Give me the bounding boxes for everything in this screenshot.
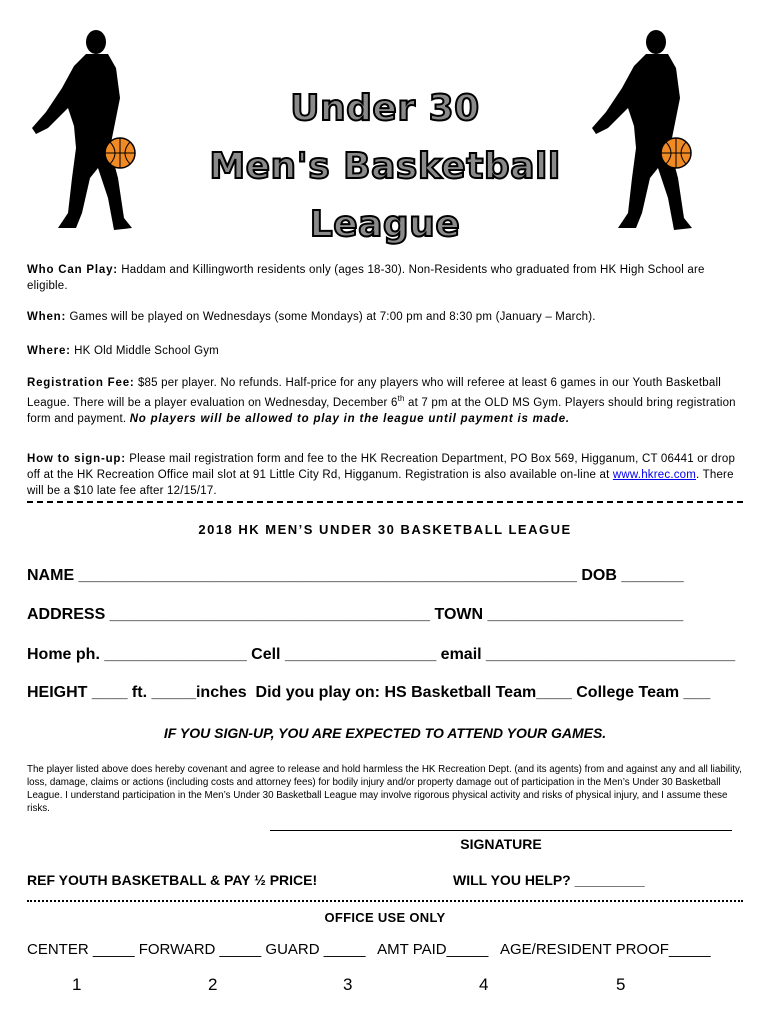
form-heading: 2018 HK MEN’S UNDER 30 BASKETBALL LEAGUE [198, 522, 572, 537]
how-to-signup [27, 451, 743, 499]
fee-sup: th [397, 394, 405, 403]
address-town-line[interactable]: ADDRESS ____________________________________ TOWN ______________________ [27, 606, 684, 623]
rating-number-5: 5 [616, 975, 626, 994]
cut-line [27, 501, 743, 503]
where-info [27, 343, 743, 359]
where-label: Where: [27, 345, 71, 357]
who-label: Who Can Play: [27, 264, 118, 276]
signup-text-1: Please mail registration form and fee to the HK Recreation Department, PO Box 569, Higganum, CT 06441 or drop off at the HK Recreation Office mail slot at 91 Little City Rd, Higganum. Registration is also available on-line at [27, 453, 736, 481]
phone-email-line[interactable]: Home ph. ________________ Cell _________________ email ____________________________ [27, 646, 736, 663]
title-line-3: League [309, 204, 461, 245]
page-title [190, 80, 580, 254]
office-use-heading: OFFICE USE ONLY [324, 910, 446, 925]
who-can-play [27, 262, 743, 294]
waiver-text: The player listed above does hereby covenant and agree to release and hold harmless the HK Recreation Dept. (and its agents) from and against any and all liability, loss, damage, claims or actions (including costs and attorney fees) for bodily injury and/or property damage out of participation in the Men’s Under 30 Basketball League. I understand participation in the Men’s Under 30 Basketball League may involve rigorous physical activity and risks of physical injury, and I assume these risks. [27, 764, 742, 814]
when-info [27, 309, 743, 325]
office-divider [27, 900, 743, 902]
where-text: HK Old Middle School Gym [70, 345, 219, 357]
fee-label: Registration Fee: [27, 377, 135, 389]
signup-text-2: . There will be a $10 late fee after 12/15/17. [27, 469, 734, 497]
left-player-image [28, 28, 143, 233]
ref-youth-text: REF YOUTH BASKETBALL & PAY ½ PRICE! [27, 872, 318, 888]
fee-emphasis: No players will be allowed to play in the league until payment is made. [129, 412, 570, 425]
rating-number-2: 2 [208, 975, 218, 994]
rating-number-4: 4 [479, 975, 489, 994]
attendance-warning: IF YOU SIGN-UP, YOU ARE EXPECTED TO ATTEND YOUR GAMES. [163, 725, 607, 741]
signup-label: How to sign-up: [27, 453, 126, 465]
title-line-1: Under 30 [290, 88, 480, 129]
right-player-image [588, 28, 703, 233]
who-text: Haddam and Killingworth residents only (ages 18-30). Non-Residents who graduated from HK High School are eligible. [27, 264, 705, 292]
name-dob-line[interactable]: NAME ________________________________________________________ DOB _______ [27, 567, 684, 584]
office-use-line: CENTER _____ FORWARD _____ GUARD _____ AMT PAID_____ AGE/RESIDENT PROOF_____ [27, 941, 711, 958]
fee-text-2: at 7 pm at the OLD MS Gym. Players should bring registration form and payment. [27, 396, 736, 425]
height-experience-line[interactable]: HEIGHT ____ ft. _____inches Did you play on: HS Basketball Team____ College Team ___ [27, 684, 711, 701]
rating-number-1: 1 [72, 975, 82, 994]
website-link[interactable]: www.hkrec.com [612, 469, 697, 481]
title-line-2: Men's Basketball [209, 146, 561, 187]
registration-fee [27, 375, 743, 427]
when-text: Games will be played on Wednesdays (some Mondays) at 7:00 pm and 8:30 pm (January – March). [66, 311, 596, 323]
will-you-help-field[interactable]: WILL YOU HELP? _________ [453, 872, 645, 888]
when-label: When: [27, 311, 67, 323]
rating-number-3: 3 [343, 975, 353, 994]
signature-label: SIGNATURE [460, 836, 542, 852]
signature-line[interactable] [270, 830, 732, 831]
fee-text-1: $85 per player. No refunds. Half-price for any players who will referee at least 6 games in our Youth Basketball League. There will be a player evaluation on Wednesday, December 6 [27, 377, 721, 409]
